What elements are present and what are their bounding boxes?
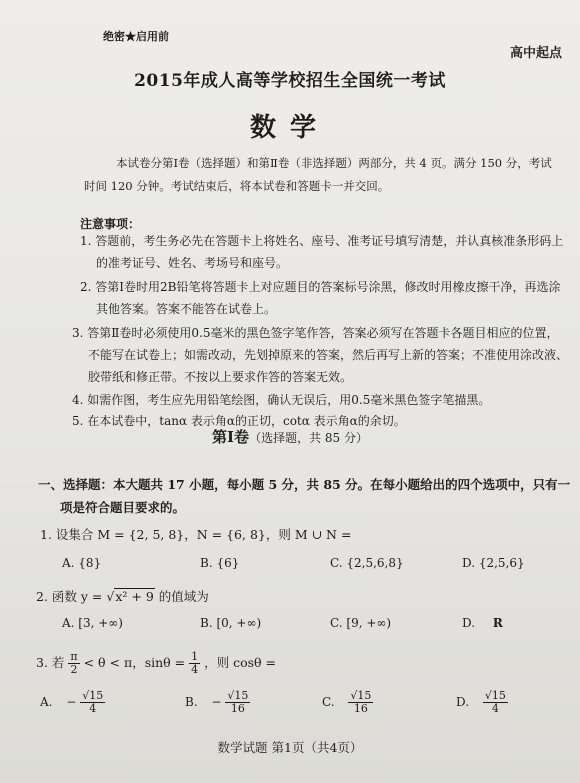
page-footer: 数学试题 第1页（共4页） (217, 740, 363, 755)
q3-option-b-den: 16 (230, 702, 245, 716)
q2-option-c: C. [9, +∞) (330, 616, 392, 630)
q2-sqrt: √x² + 9 (106, 589, 154, 604)
notice-item-4: 4. 如需作图，考生应先用铅笔绘图，确认无误后，用0.5毫米黑色签字笔描黑。 (72, 393, 491, 407)
part1-heading-line-2: 项是符合题目要求的。 (60, 500, 186, 515)
q3-option-d-den: 4 (491, 702, 499, 716)
q3-cond-num: π (70, 650, 78, 663)
q3-option-d (456, 690, 508, 715)
section-title (0, 426, 580, 447)
notice-item-2-line-2: 其他答案。答案不能答在试卷上。 (96, 302, 277, 316)
q3-option-d-fraction (483, 690, 508, 715)
q3-option-b-label: B. (185, 695, 198, 710)
q2-radicand: x² + 9 (115, 589, 154, 604)
q3-prefix: 3. 若 (36, 655, 65, 671)
notice-item-1-line-1: 1. 答题前，考生务必先在答题卡上将姓名、座号、准考证号填写清楚，并认真核准条形码上 (80, 234, 564, 248)
notice-item-3-line-2: 不能写在试卷上；如需改动，先划掉原来的答案，然后再写上新的答案；不准使用涂改液、 (88, 348, 569, 362)
q1-stem: 1. 设集合 M = {2, 5, 8}，N = {6, 8}，则 M ∪ N = (40, 527, 352, 542)
q2-stem (36, 587, 209, 605)
q3-option-c-num: √15 (350, 689, 372, 702)
section-title-main: 第Ⅰ卷 (212, 428, 250, 446)
q3-cond-rest: < θ < π，sinθ = (83, 655, 186, 671)
q3-option-a-fraction (80, 690, 105, 715)
intro-line-1: 本试卷分第Ⅰ卷（选择题）和第Ⅱ卷（非选择题）两部分，共 4 页。满分 150 分，考试 (116, 156, 552, 170)
q3-cond-den: 2 (70, 663, 78, 677)
notice-item-5: 5. 在本试卷中，tanα 表示角α的正切，cotα 表示角α的余切。 (72, 414, 406, 428)
notice-item-3-line-3: 胶带纸和修正带。不按以上要求作答的答案无效。 (88, 370, 353, 384)
q3-option-c-label: C. (322, 695, 335, 710)
q2-prefix: 2. 函数 y = (36, 589, 103, 604)
q3-sin-fraction (189, 651, 200, 676)
q2-option-a: A. [3, +∞) (62, 616, 123, 630)
q1-option-c: C. {2,5,6,8} (330, 556, 404, 570)
q2-option-d-label: D. (462, 616, 476, 630)
q3-option-a-num: √15 (82, 689, 104, 702)
q2-option-d (462, 616, 503, 630)
q3-sin-num: 1 (191, 650, 199, 663)
subject-title: 数学 (249, 113, 330, 143)
q1-option-b: B. {6} (200, 556, 240, 570)
q3-option-a-sign: − (66, 695, 77, 710)
q3-condition-fraction (68, 651, 79, 676)
section-subtitle: （选择题，共 85 分） (249, 431, 368, 445)
q2-option-b: B. [0, +∞) (200, 616, 262, 630)
q3-option-d-num: √15 (484, 689, 506, 702)
notice-item-1-line-2: 的准考证号、姓名、考场号和座号。 (96, 256, 289, 270)
q3-option-c-fraction (348, 690, 373, 715)
brand-label: 高中起点 (509, 46, 562, 61)
q3-tail: ，则 cosθ = (204, 655, 277, 671)
part1-heading-line-1: 一、选择题：本大题共 17 小题，每小题 5 分，共 85 分。在每小题给出的四个选项中，只有一 (38, 477, 571, 492)
q3-option-b-sign: − (211, 695, 222, 710)
q2-option-d-value: R (492, 616, 503, 630)
secret-label: 绝密★启用前 (103, 30, 169, 43)
q3-option-b (185, 690, 250, 715)
intro-line-2: 时间 120 分钟。考试结束后，将本试卷和答题卡一并交回。 (84, 179, 390, 193)
notice-item-2-line-1: 2. 答第Ⅰ卷时用2B铅笔将答题卡上对应题目的答案标号涂黑，修改时用橡皮擦干净，再选涂 (80, 280, 561, 294)
exam-title: 2015年成人高等学校招生全国统一考试 (134, 71, 446, 91)
notice-heading: 注意事项： (80, 217, 141, 231)
q3-option-c (322, 690, 373, 715)
q1-option-d: D. {2,5,6} (462, 556, 525, 570)
notice-item-3-line-1: 3. 答第Ⅱ卷时必须使用0.5毫米的黑色签字笔作答，答案必须写在答题卡各题目相应的位置， (72, 326, 559, 340)
q3-option-a-label: A. (40, 695, 53, 710)
q3-stem (36, 651, 276, 676)
q3-option-b-fraction (225, 690, 250, 715)
q1-option-a: A. {8} (62, 556, 102, 570)
q3-option-a-den: 4 (89, 702, 97, 716)
q3-option-a (40, 690, 105, 715)
q2-suffix: 的值域为 (158, 589, 209, 604)
q3-option-c-den: 16 (353, 702, 368, 716)
q3-sin-den: 4 (191, 663, 199, 677)
q3-option-d-label: D. (456, 695, 470, 710)
q3-option-b-num: √15 (227, 689, 249, 702)
